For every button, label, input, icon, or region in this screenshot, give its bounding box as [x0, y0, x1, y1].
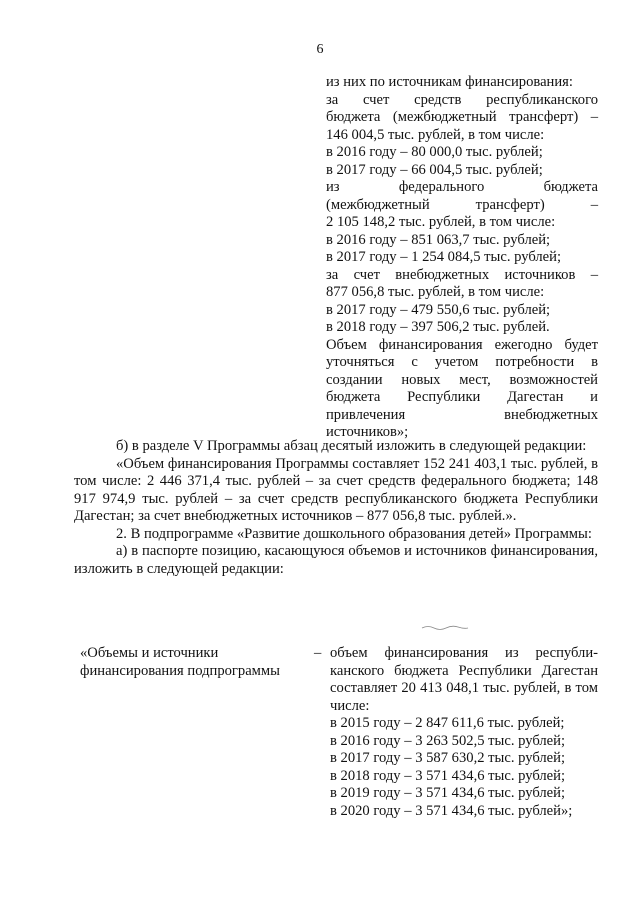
text-line: уточняться с учетом потребности в [326, 354, 598, 370]
text-line: за счет средств республиканского [326, 91, 598, 108]
text-line: привлечения внебюджетных [326, 406, 598, 423]
text-line: (межбюджетный трансферт) – [326, 196, 598, 213]
text-line: в 2017 году – 3 587 630,2 тыс. рублей; [330, 750, 566, 766]
text-line: в 2015 году – 2 847 611,6 тыс. рублей; [330, 715, 565, 731]
text-line: бюджета Республики Дагестан и [326, 389, 598, 405]
text-line: из них по источникам финансирования: [326, 74, 573, 90]
text-line: числе: [330, 697, 370, 714]
paragraph-section-v-edit: б) в разделе V Программы абзац десятый изложить в следующей редакции: [116, 438, 587, 454]
text-line: в 2018 году – 3 571 434,6 тыс. рублей; [330, 767, 566, 784]
page-number: 6 [316, 42, 324, 57]
text-line: в 2016 году – 3 263 502,5 тыс. рублей; [330, 732, 566, 749]
paragraph-subprogram-heading: 2. В подпрограмме «Развитие дошкольного образования детей» Программы: [116, 525, 592, 542]
body-text [74, 438, 598, 578]
text-line: объем финансирования из республи- [330, 645, 598, 661]
text-line: в 2016 году – 851 063,7 тыс. рублей; [326, 231, 551, 248]
table-right-cell [330, 645, 598, 820]
text-line: составляет 20 413 048,1 тыс. рублей, в том [330, 680, 598, 696]
text-line: источников»; [326, 424, 409, 440]
text-line: из федерального бюджета [326, 179, 598, 195]
text-line: в 2020 году – 3 571 434,6 тыс. рублей»; [330, 802, 573, 819]
text-line: в 2017 году – 479 550,6 тыс. рублей; [326, 301, 551, 318]
text-line: в 2017 году – 66 004,5 тыс. рублей; [326, 161, 543, 178]
text-line: Объем финансирования ежегодно будет [326, 336, 598, 353]
text-line: канского бюджета Республики Дагестан [330, 662, 598, 679]
paragraph-passport-edit: а) в паспорте позицию, касающуюся объемов и источников финансирования, изложить в следующей редакции: [74, 543, 598, 577]
text-line: в 2019 году – 3 571 434,6 тыс. рублей; [330, 785, 566, 801]
text-line: 146 004,5 тыс. рублей, в том числе: [326, 126, 545, 143]
financing-sources-block [326, 74, 598, 442]
text-line: бюджета (межбюджетный трансферт) – [326, 109, 598, 125]
text-line: за счет внебюджетных источников – [326, 266, 598, 283]
text-line: в 2017 году – 1 254 084,5 тыс. рублей; [326, 249, 562, 265]
text-line: 2 105 148,2 тыс. рублей, в том числе: [326, 214, 556, 230]
text-line: в 2018 году – 397 506,2 тыс. рублей. [326, 319, 550, 335]
text-line: в 2016 году – 80 000,0 тыс. рублей; [326, 144, 543, 160]
table-left-cell: «Объемы и источники финансирования подпрограммы [80, 645, 280, 679]
text-line: 877 056,8 тыс. рублей, в том числе: [326, 284, 545, 300]
table-dash: – [314, 645, 322, 661]
paragraph-program-financing: «Объем финансирования Программы составляет 152 241 403,1 тыс. рублей, в том числе: 2 446 371,4 тыс. рублей – за счет средств федерального бюджета; 148 917 974,9 тыс. рублей – за счет средств республиканского бюджета Республики Дагестан; за счет внебюджетных источников – 877 056,8 тыс. рублей.». [74, 455, 598, 524]
text-line: создании новых мест, возможностей [326, 371, 598, 388]
handwritten-mark-icon [420, 622, 470, 632]
